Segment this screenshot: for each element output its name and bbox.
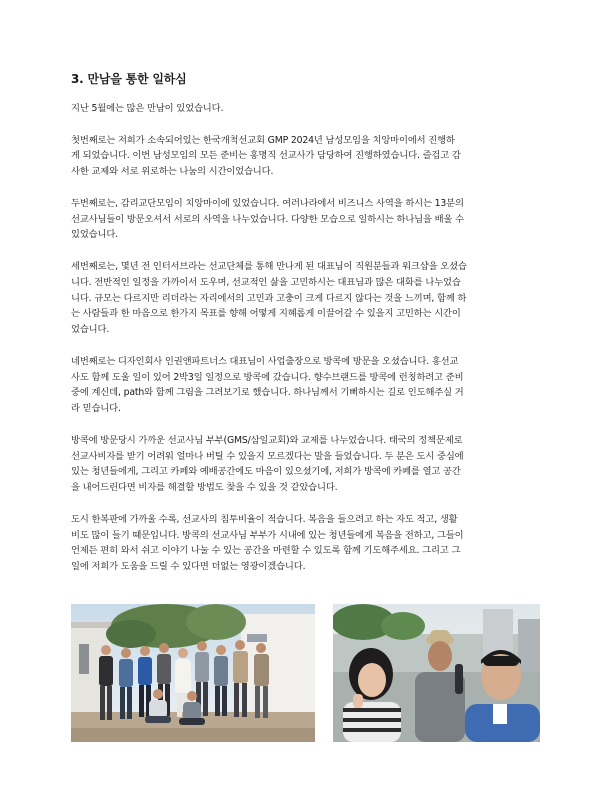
text-line: 게 되었습니다. 이번 남성모임의 모든 준비는 홍명직 선교사가 담당하여 진행하였습니다. 즐겁고 감 (71, 150, 461, 162)
paragraph-fifth (71, 433, 551, 496)
text-line: 네번째로는 디자인회사 인권앤파트너스 대표님이 사업출장으로 방콕에 방문을 오셨습니다. 홍선교 (71, 355, 459, 367)
text-line: 세번째로는, 몇년 전 인터서브라는 선교단체를 통해 만나게 된 대표님이 직원분들과 워크샵을 오셨습 (71, 260, 467, 272)
text-line: 사한 교제와 서로 위로하는 나눔의 시간이었습니다. (71, 166, 274, 178)
text-line: 지난 5월에는 많은 만남이 있었습니다. (71, 103, 224, 114)
text-line: 을 내어드린다면 비자를 해결할 방법도 찾을 수 있을 것 같았습니다. (71, 482, 338, 494)
text-line: 선교사비자를 받기 어려워 얼마나 버틸 수 있을지 모르겠다는 말을 들었습니다. 두 분은 도시 중심에 (71, 450, 464, 462)
group-photo (71, 604, 315, 742)
paragraph-sixth (71, 512, 551, 575)
text-line: 두번째로는, 감리교단모임이 치앙마이에 있었습니다. 여러나라에서 비즈니스 사역을 하시는 13분의 (71, 197, 464, 209)
paragraph-first (71, 133, 551, 180)
body-text (71, 101, 551, 591)
text-line: 방콕에 방문당시 가까운 선교사님 부부(GMS/삼일교회)와 교제를 나누었습니다. 태국의 정책문제로 (71, 434, 463, 446)
group-photo-icon (71, 604, 315, 742)
section-title: 3. 만남을 통한 일하심 (71, 72, 187, 86)
text-line: 라 믿습니다. (71, 403, 121, 415)
text-line: 니다. 전반적인 일정을 가까이서 도우며, 선교적인 삶을 고민하시는 대표님과 많은 대화를 나누었습 (71, 276, 461, 288)
text-line: 첫번째로는 저희가 소속되어있는 한국개척선교회 GMP 2024년 남성모임을 치앙마이에서 진행하 (71, 134, 455, 146)
text-line: 있는 청년들에게, 그리고 카페와 예배공간에도 마음이 있으셨기에, 저희가 방콕에 카페를 열고 공간 (71, 466, 461, 478)
text-line: 도시 한복판에 가까울 수록, 선교사의 침투비율이 적습니다. 복음을 들으려고 하는 자도 적고, 생활 (71, 513, 458, 525)
text-line: 비도 많이 들기 때문입니다. 방콕의 선교사님 부부가 시내에 있는 청년들에게 복음을 전하고, 그들이 (71, 529, 464, 541)
text-line: 있었습니다. (71, 229, 118, 241)
selfie-photo-icon (333, 604, 540, 742)
paragraph-third (71, 259, 551, 338)
text-line: 언제든 편히 와서 쉬고 이야기 나눌 수 있는 공간을 마련할 수 있도록 함께 기도해주세요. 그리고 그 (71, 545, 461, 557)
text-line: 니다. 규모는 다르지만 리더라는 자리에서의 고민과 고충이 크게 다르지 않다는 것을 느끼며, 함께 하 (71, 292, 467, 304)
selfie-photo (333, 604, 540, 742)
text-line: 선교사님들이 방문오셔서 서로의 사역을 나누었습니다. 다양한 모습으로 일하시는 하나님을 배울 수 (71, 213, 464, 225)
paragraph-fourth (71, 354, 551, 417)
text-line: 중에 계신데, path와 함께 그림을 그려보기로 했습니다. 하나님께서 기뻐하시는 길로 인도해주실 거 (71, 387, 464, 399)
text-line: 일에 저희가 도움을 드릴 수 있다면 더없는 영광이겠습니다. (71, 561, 306, 573)
paragraph-second (71, 196, 551, 243)
text-line: 었습니다. (71, 324, 110, 336)
text-line: 는 사람들과 한 마음으로 한가지 목표를 향해 어떻게 지혜롭게 이끌어갈 수 있을지 고민하는 시간이 (71, 308, 461, 320)
text-line: 사도 함께 도울 일이 있어 2박3일 일정으로 방콕에 갔습니다. 향수브랜드를 방콕에 런칭하려고 준비 (71, 371, 464, 383)
paragraph-intro (71, 101, 551, 117)
